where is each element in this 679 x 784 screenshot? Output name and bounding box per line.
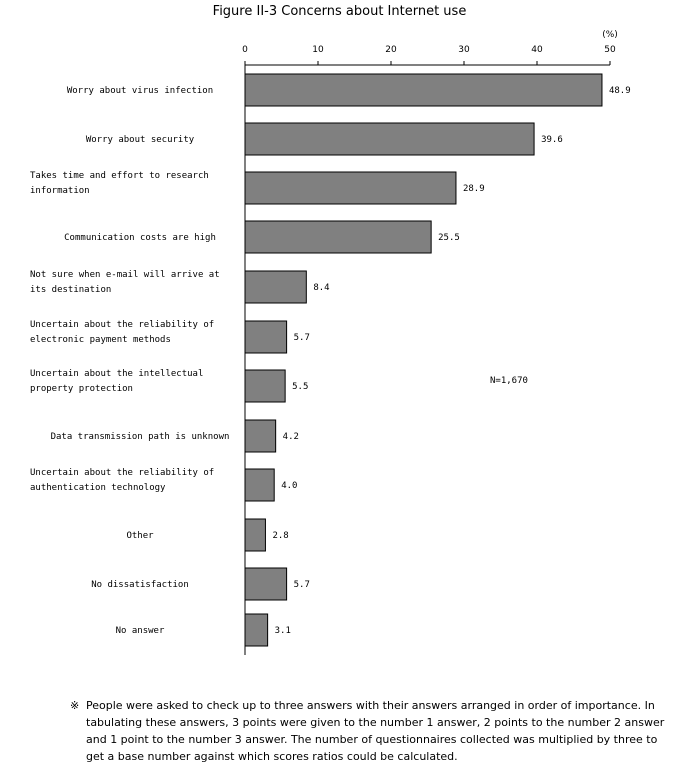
x-tick-label: 20 — [385, 45, 397, 55]
category-label: property protection — [30, 384, 133, 394]
value-label: 25.5 — [438, 233, 460, 243]
category-label: Not sure when e-mail will arrive at — [30, 270, 220, 280]
x-tick-label: 50 — [604, 45, 616, 55]
value-label: 4.2 — [282, 432, 299, 442]
footnote-mark: ※ — [70, 699, 80, 712]
category-label: authentication technology — [30, 483, 166, 493]
value-label: 48.9 — [608, 86, 631, 96]
x-tick-label: 10 — [312, 45, 324, 55]
value-label: 8.4 — [313, 283, 330, 293]
bar — [245, 271, 306, 303]
bar — [245, 420, 276, 452]
bar — [245, 221, 431, 253]
bar — [245, 370, 285, 402]
category-label: Uncertain about the intellectual — [30, 369, 204, 379]
x-tick-label: 0 — [242, 45, 248, 55]
category-label: Other — [126, 531, 154, 541]
bar — [245, 172, 456, 204]
chart-title: Figure II-3 Concerns about Internet use — [212, 4, 467, 19]
category-label: Data transmission path is unknown — [50, 432, 230, 442]
bar — [245, 321, 287, 353]
value-label: 3.1 — [274, 626, 291, 636]
category-label: Worry about security — [85, 135, 195, 145]
bar — [245, 123, 534, 155]
value-label: 5.5 — [292, 382, 309, 392]
category-label: Worry about virus infection — [66, 86, 214, 96]
category-label: Uncertain about the reliability of — [30, 320, 215, 330]
bar — [245, 74, 602, 106]
footnote-text: People were asked to check up to three answers with their answers arranged in order of importance. In tabulating these answers, 3 points were given to the number 1 answer, 2 points to the number 2 answer and 1 point to the number 3 answer. The number of questionnaires collected was multiplied by three to get a base number against which scores ratios could be calculated. — [86, 699, 665, 763]
value-label: 2.8 — [272, 531, 289, 541]
unit-label: (%) — [602, 30, 618, 40]
bar — [245, 568, 287, 600]
category-label: No answer — [115, 626, 165, 636]
footnote — [70, 697, 670, 765]
x-tick-label: 40 — [531, 45, 543, 55]
x-tick-label: 30 — [458, 45, 470, 55]
category-label: Takes time and effort to research — [30, 171, 209, 181]
category-label: information — [30, 186, 90, 196]
bar — [245, 469, 274, 501]
value-label: 4.0 — [281, 481, 298, 491]
value-label: 28.9 — [462, 184, 485, 194]
bar — [245, 519, 265, 551]
category-label: No dissatisfaction — [91, 580, 189, 590]
value-label: 39.6 — [541, 135, 563, 145]
category-label: its destination — [30, 285, 112, 295]
value-label: 5.7 — [293, 580, 310, 590]
category-label: electronic payment methods — [30, 335, 171, 345]
value-label: 5.7 — [293, 333, 310, 343]
sample-size-annotation: N=1,670 — [490, 376, 528, 386]
bar — [245, 614, 268, 646]
category-label: Uncertain about the reliability of — [30, 468, 215, 478]
category-label: Communication costs are high — [64, 233, 216, 243]
